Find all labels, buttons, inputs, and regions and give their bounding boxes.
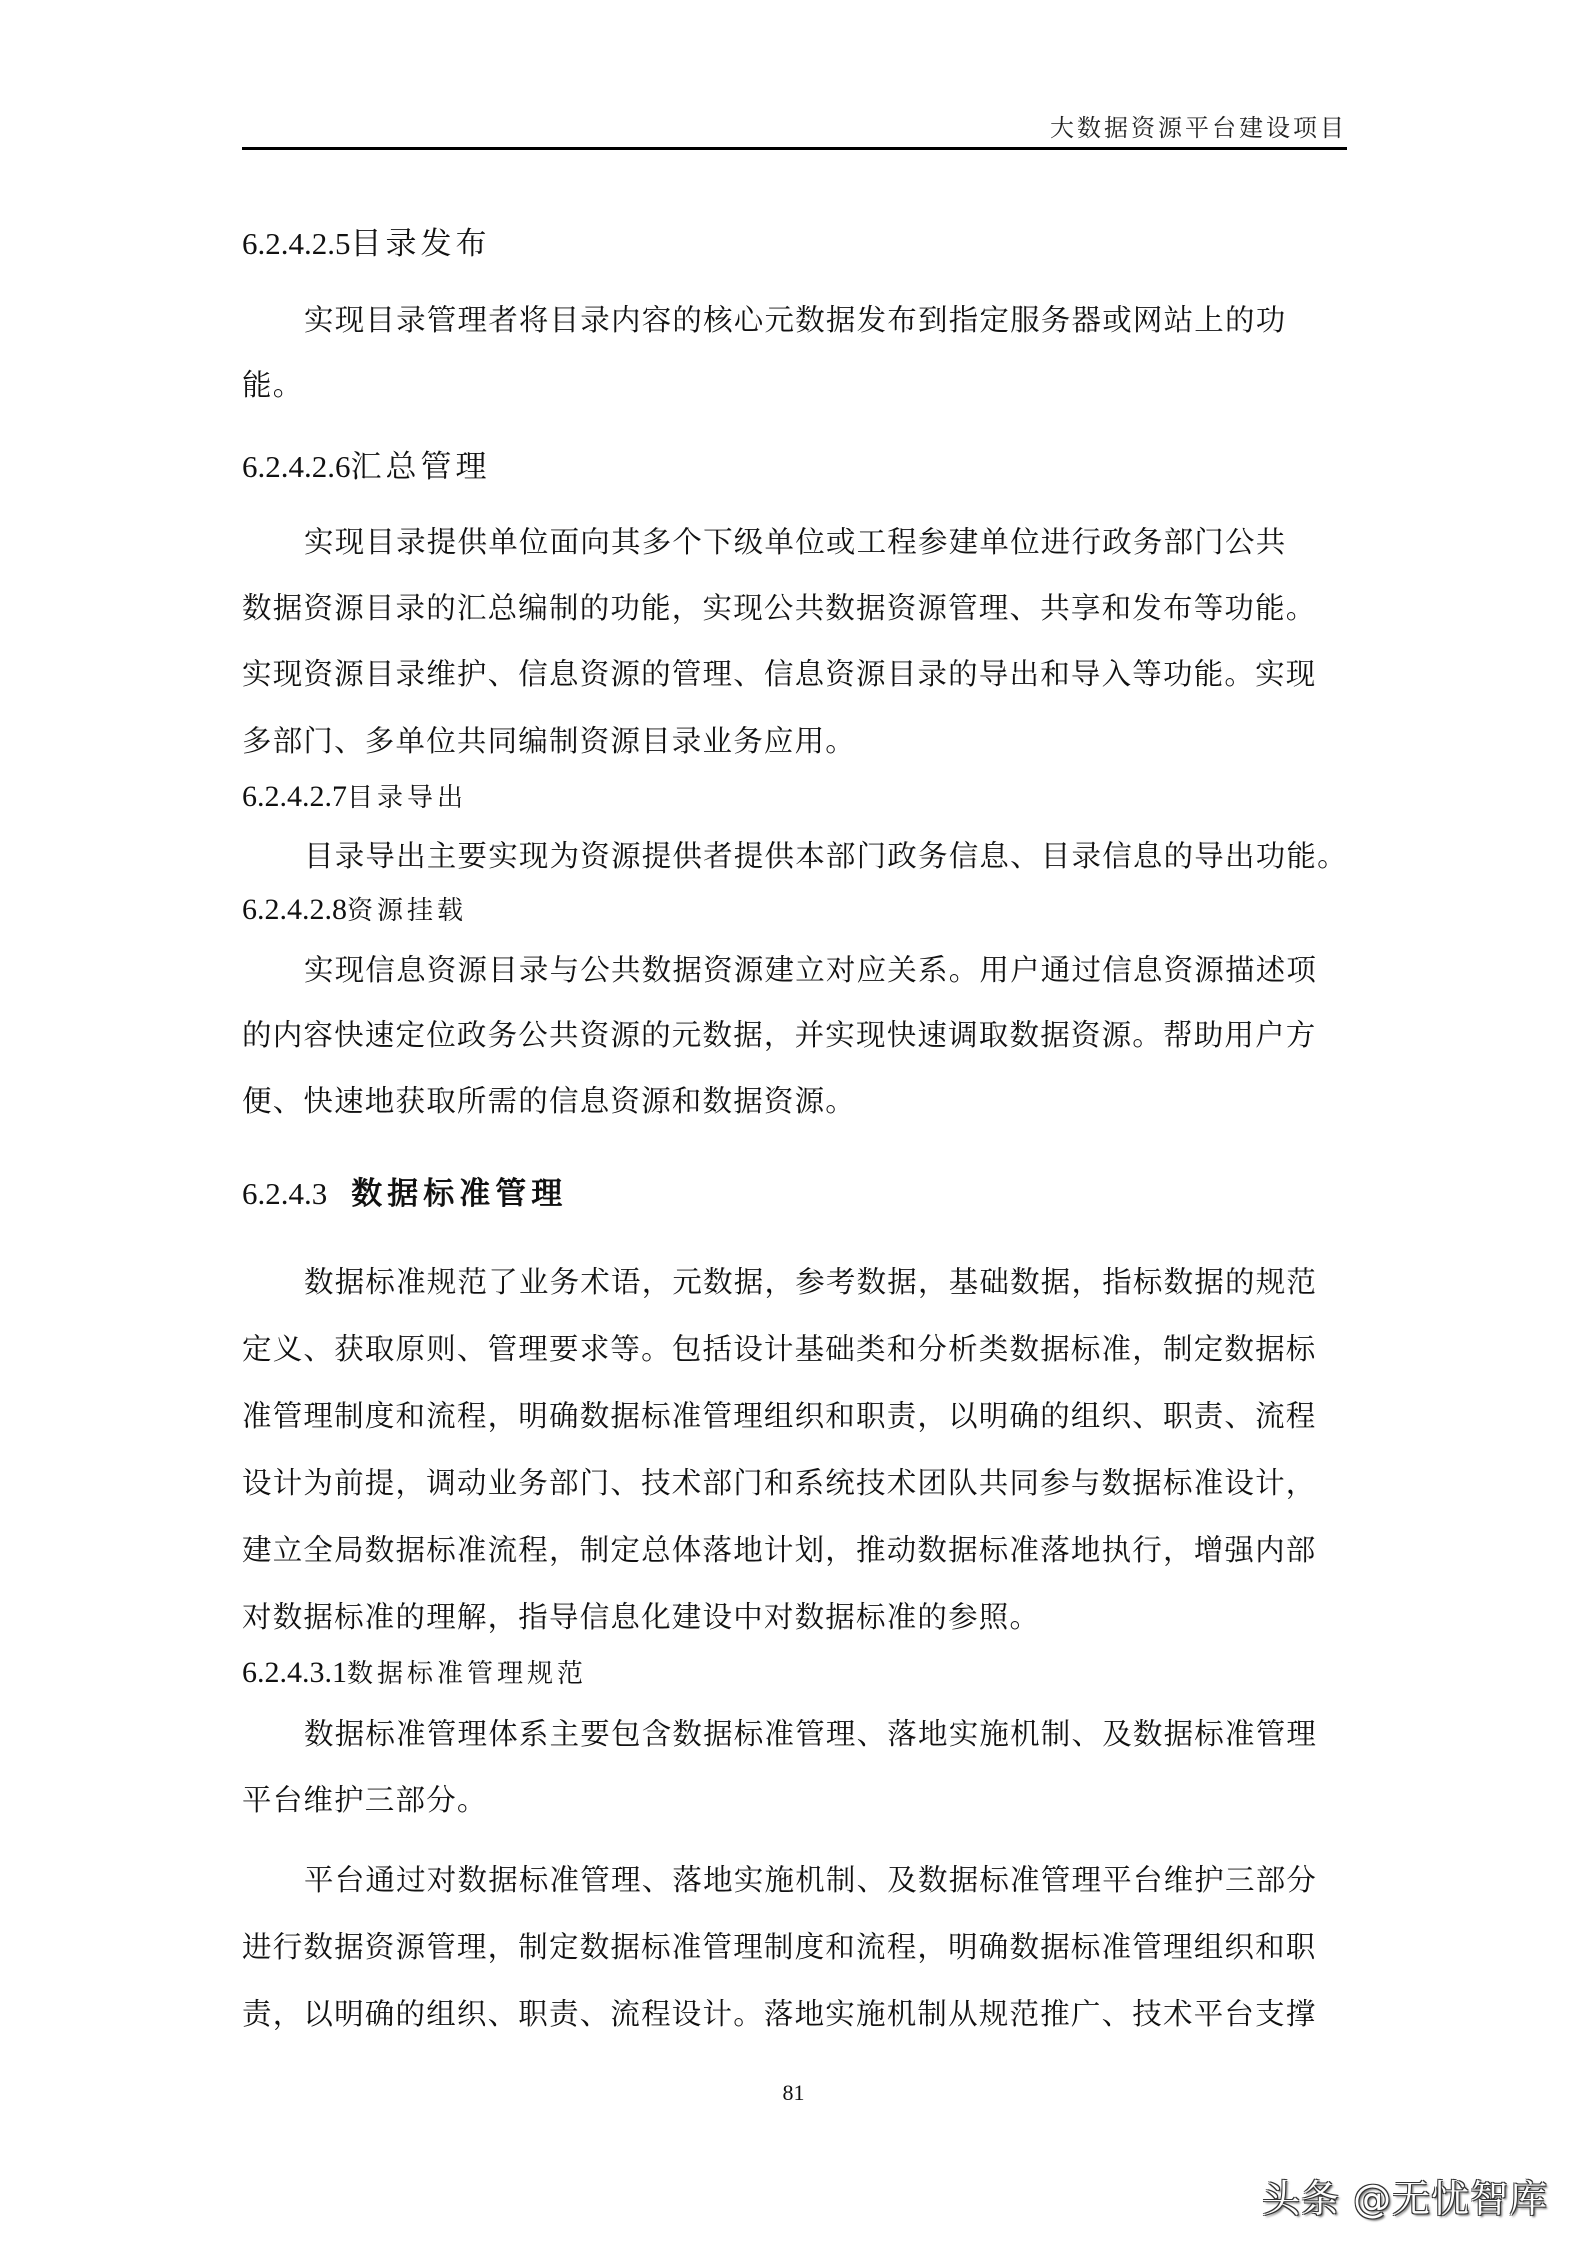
paragraph-line: 定义、获取原则、管理要求等。包括设计基础类和分析类数据标准，制定数据标 xyxy=(242,1332,1317,1366)
section-number: 6.2.4.3 xyxy=(242,1176,328,1211)
paragraph-line: 平台通过对数据标准管理、落地实施机制、及数据标准管理平台维护三部分 xyxy=(304,1863,1318,1897)
paragraph-line: 目录导出主要实现为资源提供者提供本部门政务信息、目录信息的导出功能。 xyxy=(304,839,1348,873)
paragraph-line: 实现资源目录维护、信息资源的管理、信息资源目录的导出和导入等功能。实现 xyxy=(242,657,1317,691)
running-header: 大数据资源平台建设项目 xyxy=(1050,114,1347,142)
paragraph-line: 能。 xyxy=(242,368,304,402)
page-number: 81 xyxy=(782,2080,805,2105)
section-heading-6-2-4-2-7 xyxy=(242,777,467,814)
section-number: 6.2.4.3.1 xyxy=(242,1656,347,1689)
paragraph-line: 设计为前提，调动业务部门、技术部门和系统技术团队共同参与数据标准设计， xyxy=(242,1466,1317,1500)
section-number: 6.2.4.2.5 xyxy=(242,226,351,261)
paragraph-line: 数据资源目录的汇总编制的功能，实现公共数据资源管理、共享和发布等功能。 xyxy=(242,591,1317,625)
paragraph-line: 多部门、多单位共同编制资源目录业务应用。 xyxy=(242,724,857,758)
paragraph-line: 平台维护三部分。 xyxy=(242,1783,488,1817)
section-heading-6-2-4-3-1 xyxy=(242,1653,587,1690)
paragraph-line: 建立全局数据标准流程，制定总体落地计划，推动数据标准落地执行，增强内部 xyxy=(242,1533,1317,1567)
watermark: 头条 @无忧智库 xyxy=(1262,2177,1549,2221)
paragraph-line: 数据标准管理体系主要包含数据标准管理、落地实施机制、及数据标准管理 xyxy=(304,1717,1318,1751)
section-title: 目录发布 xyxy=(350,226,491,262)
paragraph-line: 责，以明确的组织、职责、流程设计。落地实施机制从规范推广、技术平台支撑 xyxy=(242,1997,1317,2031)
paragraph-line: 进行数据资源管理，制定数据标准管理制度和流程，明确数据标准管理组织和职 xyxy=(242,1930,1317,1964)
paragraph-line: 实现目录管理者将目录内容的核心元数据发布到指定服务器或网站上的功 xyxy=(304,303,1287,337)
paragraph-line: 准管理制度和流程，明确数据标准管理组织和职责，以明确的组织、职责、流程 xyxy=(242,1399,1317,1433)
paragraph-line: 的内容快速定位政务公共资源的元数据，并实现快速调取数据资源。帮助用户方 xyxy=(242,1018,1317,1052)
section-heading-6-2-4-2-6 xyxy=(242,441,491,486)
paragraph-line: 数据标准规范了业务术语，元数据，参考数据，基础数据，指标数据的规范 xyxy=(304,1265,1318,1299)
paragraph-line: 实现目录提供单位面向其多个下级单位或工程参建单位进行政务部门公共 xyxy=(304,525,1287,559)
section-title: 数据标准管理规范 xyxy=(347,1659,588,1689)
section-heading-6-2-4-3 xyxy=(242,1168,567,1213)
paragraph-line: 对数据标准的理解，指导信息化建设中对数据标准的参照。 xyxy=(242,1600,1041,1634)
header-rule xyxy=(242,147,1347,150)
section-title: 数据标准管理 xyxy=(351,1176,568,1212)
section-number: 6.2.4.2.6 xyxy=(242,449,351,484)
paragraph-line: 实现信息资源目录与公共数据资源建立对应关系。用户通过信息资源描述项 xyxy=(304,953,1318,987)
paragraph-line: 便、快速地获取所需的信息资源和数据资源。 xyxy=(242,1084,857,1118)
section-title: 目录导出 xyxy=(347,783,468,813)
section-title: 资源挂载 xyxy=(347,896,468,926)
section-number: 6.2.4.2.8 xyxy=(242,893,347,926)
section-heading-6-2-4-2-5 xyxy=(242,218,491,263)
section-number: 6.2.4.2.7 xyxy=(242,780,347,813)
section-heading-6-2-4-2-8 xyxy=(242,890,467,927)
section-title: 汇总管理 xyxy=(350,449,491,485)
